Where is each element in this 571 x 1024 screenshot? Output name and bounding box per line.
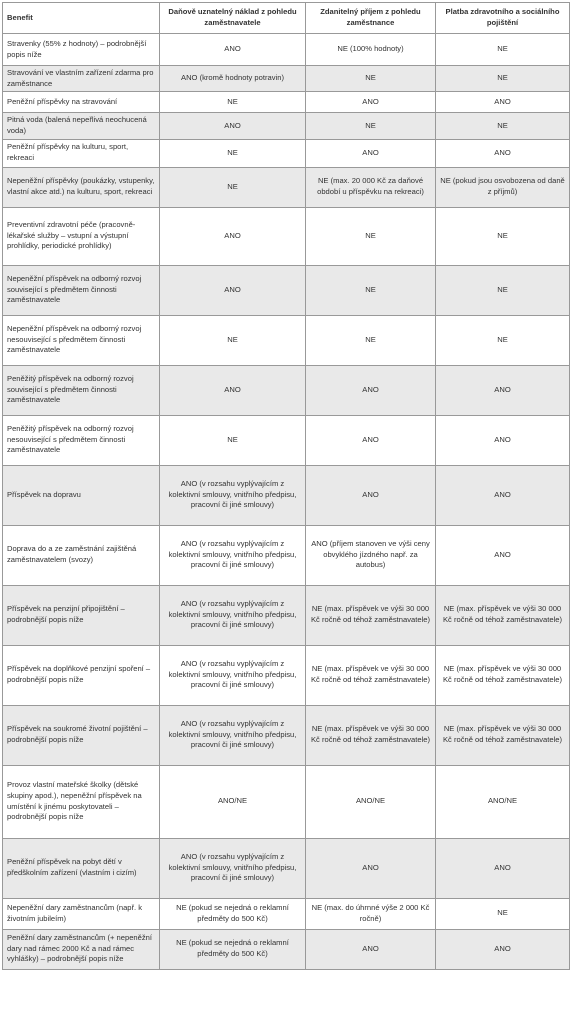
cell-benefit: Nepeněžní příspěvek na odborný rozvoj související s předmětem činnosti zaměstnavatele	[3, 265, 160, 315]
table-row	[3, 139, 570, 167]
cell-insurance: NE (pokud jsou osvobozena od daně z příjmů)	[436, 167, 570, 207]
cell-taxable-income: NE	[306, 113, 436, 139]
table-row	[3, 898, 570, 929]
header-insurance: Platba zdravotního a sociálního pojištění	[436, 3, 570, 34]
table-row	[3, 167, 570, 207]
cell-taxable-income: ANO	[306, 92, 436, 113]
cell-tax-deductible: NE (pokud se nejedná o reklamní předměty do 500 Kč)	[160, 898, 306, 929]
cell-insurance: NE	[436, 34, 570, 66]
cell-insurance: ANO	[436, 92, 570, 113]
cell-taxable-income: NE	[306, 315, 436, 365]
cell-benefit: Doprava do a ze zaměstnání zajištěná zaměstnavatelem (svozy)	[3, 525, 160, 585]
cell-insurance: ANO	[436, 929, 570, 969]
table-row	[3, 265, 570, 315]
table-row	[3, 415, 570, 465]
cell-benefit: Příspěvek na dopravu	[3, 465, 160, 525]
cell-insurance: ANO	[436, 139, 570, 167]
cell-benefit: Stravování ve vlastním zařízení zdarma pro zaměstnance	[3, 66, 160, 92]
header-taxable-income: Zdanitelný příjem z pohledu zaměstnance	[306, 3, 436, 34]
cell-insurance: ANO	[436, 365, 570, 415]
cell-benefit: Nepeněžní příspěvky (poukázky, vstupenky, vlastní akce atd.) na kulturu, sport, rekreaci	[3, 167, 160, 207]
table-row	[3, 525, 570, 585]
cell-tax-deductible: ANO	[160, 207, 306, 265]
cell-taxable-income: NE	[306, 265, 436, 315]
cell-insurance: NE (max. příspěvek ve výši 30 000 Kč ročně od téhož zaměstnavatele)	[436, 645, 570, 705]
cell-insurance: NE (max. příspěvek ve výši 30 000 Kč ročně od téhož zaměstnavatele)	[436, 705, 570, 765]
table-row	[3, 838, 570, 898]
cell-insurance: NE	[436, 315, 570, 365]
cell-tax-deductible: ANO (kromě hodnoty potravin)	[160, 66, 306, 92]
cell-taxable-income: ANO	[306, 929, 436, 969]
cell-insurance: ANO	[436, 525, 570, 585]
cell-insurance: NE	[436, 265, 570, 315]
table-row	[3, 92, 570, 113]
cell-benefit: Stravenky (55% z hodnoty) – podrobnější popis níže	[3, 34, 160, 66]
benefits-table	[2, 2, 570, 970]
header-row	[3, 3, 570, 34]
cell-tax-deductible: NE	[160, 139, 306, 167]
cell-tax-deductible: ANO (v rozsahu vyplývajícím z kolektivní smlouvy, vnitřního předpisu, pracovní či jiné smlouvy)	[160, 838, 306, 898]
cell-taxable-income: ANO	[306, 365, 436, 415]
table-row	[3, 34, 570, 66]
cell-tax-deductible: NE	[160, 92, 306, 113]
cell-taxable-income: NE (100% hodnoty)	[306, 34, 436, 66]
table-row	[3, 315, 570, 365]
table-row	[3, 765, 570, 838]
cell-insurance: ANO	[436, 838, 570, 898]
cell-insurance: NE	[436, 113, 570, 139]
table-row	[3, 929, 570, 969]
cell-taxable-income: ANO/NE	[306, 765, 436, 838]
table-row	[3, 66, 570, 92]
cell-taxable-income: ANO	[306, 139, 436, 167]
cell-insurance: ANO	[436, 415, 570, 465]
cell-insurance: NE	[436, 207, 570, 265]
cell-taxable-income: ANO	[306, 838, 436, 898]
cell-benefit: Peněžitý příspěvek na odborný rozvoj nesouvisející s předmětem činnosti zaměstnavatele	[3, 415, 160, 465]
table-row	[3, 207, 570, 265]
cell-tax-deductible: ANO	[160, 34, 306, 66]
cell-benefit: Peněžní dary zaměstnancům (+ nepeněžní dary nad rámec 2000 Kč a nad rámec vyhlášky) – podrobnější popis níže	[3, 929, 160, 969]
cell-tax-deductible: ANO (v rozsahu vyplývajícím z kolektivní smlouvy, vnitřního předpisu, pracovní či jiné smlouvy)	[160, 465, 306, 525]
cell-tax-deductible: ANO (v rozsahu vyplývajícím z kolektivní smlouvy, vnitřního předpisu, pracovní či jiné smlouvy)	[160, 645, 306, 705]
cell-tax-deductible: ANO (v rozsahu vyplývajícím z kolektivní smlouvy, vnitřního předpisu, pracovní či jiné smlouvy)	[160, 525, 306, 585]
cell-benefit: Příspěvek na soukromé životní pojištění – podrobnější popis níže	[3, 705, 160, 765]
cell-tax-deductible: NE	[160, 167, 306, 207]
cell-benefit: Nepeněžní dary zaměstnancům (např. k životním jubileím)	[3, 898, 160, 929]
cell-taxable-income: NE (max. do úhrnné výše 2 000 Kč ročně)	[306, 898, 436, 929]
cell-tax-deductible: ANO	[160, 113, 306, 139]
cell-taxable-income: NE	[306, 66, 436, 92]
table-row	[3, 113, 570, 139]
cell-taxable-income: NE (max. 20 000 Kč za daňové období u příspěvku na rekreaci)	[306, 167, 436, 207]
cell-benefit: Příspěvek na doplňkové penzijní spoření – podrobnější popis níže	[3, 645, 160, 705]
table-body	[3, 34, 570, 970]
table-row	[3, 645, 570, 705]
table-row	[3, 465, 570, 525]
header-tax-deductible: Daňově uznatelný náklad z pohledu zaměstnavatele	[160, 3, 306, 34]
cell-taxable-income: NE (max. příspěvek ve výši 30 000 Kč ročně od téhož zaměstnavatele)	[306, 645, 436, 705]
cell-benefit: Příspěvek na penzijní připojištění – podrobnější popis níže	[3, 585, 160, 645]
cell-benefit: Peněžní příspěvky na kulturu, sport, rekreaci	[3, 139, 160, 167]
cell-tax-deductible: NE	[160, 415, 306, 465]
cell-insurance: NE	[436, 66, 570, 92]
cell-benefit: Provoz vlastní mateřské školky (dětské skupiny apod.), nepeněžní příspěvek na umístění k jinému poskytovateli – podrobnější popis níže	[3, 765, 160, 838]
cell-benefit: Peněžní příspěvky na stravování	[3, 92, 160, 113]
table-row	[3, 705, 570, 765]
table-row	[3, 585, 570, 645]
cell-taxable-income: ANO	[306, 415, 436, 465]
cell-tax-deductible: ANO (v rozsahu vyplývajícím z kolektivní smlouvy, vnitřního předpisu, pracovní či jiné smlouvy)	[160, 705, 306, 765]
header-benefit: Benefit	[3, 3, 160, 34]
table-row	[3, 365, 570, 415]
cell-taxable-income: NE (max. příspěvek ve výši 30 000 Kč ročně od téhož zaměstnavatele)	[306, 585, 436, 645]
cell-benefit: Peněžitý příspěvek na odborný rozvoj související s předmětem činnosti zaměstnavatele	[3, 365, 160, 415]
cell-taxable-income: ANO (příjem stanoven ve výši ceny obvyklého jízdného např. za autobus)	[306, 525, 436, 585]
cell-benefit: Nepeněžní příspěvek na odborný rozvoj nesouvisející s předmětem činnosti zaměstnavatele	[3, 315, 160, 365]
cell-insurance: ANO	[436, 465, 570, 525]
cell-tax-deductible: ANO	[160, 265, 306, 315]
cell-insurance: ANO/NE	[436, 765, 570, 838]
cell-tax-deductible: NE (pokud se nejedná o reklamní předměty do 500 Kč)	[160, 929, 306, 969]
cell-insurance: NE	[436, 898, 570, 929]
cell-taxable-income: NE	[306, 207, 436, 265]
cell-benefit: Preventivní zdravotní péče (pracovně-lékařské služby – vstupní a výstupní prohlídky, periodické prohlídky)	[3, 207, 160, 265]
cell-tax-deductible: ANO (v rozsahu vyplývajícím z kolektivní smlouvy, vnitřního předpisu, pracovní či jiné smlouvy)	[160, 585, 306, 645]
cell-taxable-income: NE (max. příspěvek ve výši 30 000 Kč ročně od téhož zaměstnavatele)	[306, 705, 436, 765]
cell-tax-deductible: NE	[160, 315, 306, 365]
cell-taxable-income: ANO	[306, 465, 436, 525]
cell-benefit: Pitná voda (balená nepeřlivá neochucená voda)	[3, 113, 160, 139]
cell-tax-deductible: ANO	[160, 365, 306, 415]
cell-insurance: NE (max. příspěvek ve výši 30 000 Kč ročně od téhož zaměstnavatele)	[436, 585, 570, 645]
cell-benefit: Peněžní příspěvek na pobyt dětí v předškolním zařízení (vlastním i cizím)	[3, 838, 160, 898]
cell-tax-deductible: ANO/NE	[160, 765, 306, 838]
